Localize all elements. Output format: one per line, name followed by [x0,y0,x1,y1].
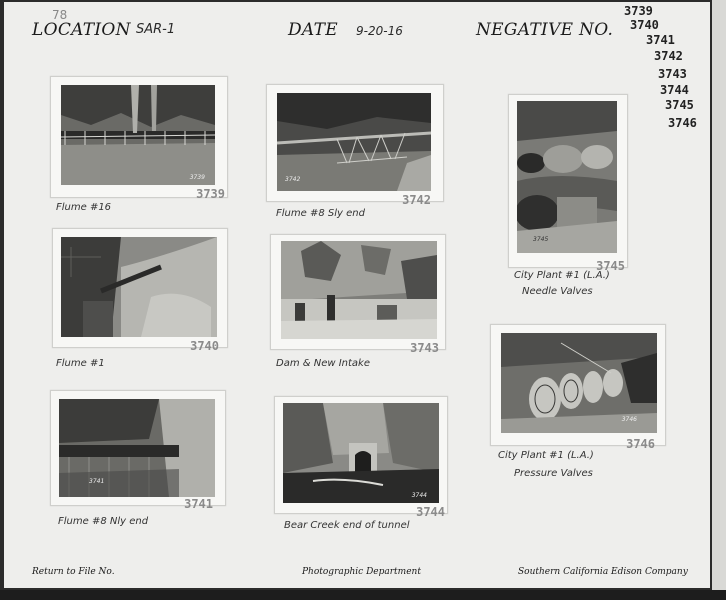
scanner-bottom-edge [0,590,726,600]
photo-mount[interactable] [52,228,228,353]
photo-caption: Flume #1 [56,358,105,369]
photo-caption: Dam & New Intake [276,358,370,369]
photo-mount[interactable] [490,324,666,451]
photo-number: 3741 [89,478,105,485]
photo-flume-1 [61,237,217,337]
photo-caption: Flume #8 Sly end [276,208,365,219]
photo-mount[interactable] [50,390,226,511]
photo-number: 3746 [621,416,637,423]
record-sheet [4,2,710,588]
photo-caption-line-2: Pressure Valves [514,468,593,479]
photo-mount[interactable] [50,76,228,201]
photo-caption: Bear Creek end of tunnel [284,520,410,531]
photo-needle-valves [517,101,617,253]
negative-number: 3743 [658,67,687,81]
negative-stamp: 3741 [184,497,213,511]
negative-number: 3740 [630,18,659,32]
negative-stamp: 3744 [416,505,445,519]
photo-bear-creek-tunnel [283,403,439,503]
pencil-mark: 78 [52,8,68,22]
negative-number: 3742 [654,49,683,63]
negative-number: 3746 [668,116,697,130]
photo-mount[interactable] [270,234,446,355]
photo-flume-8-nly-end [59,399,215,497]
date-value: 9-20-16 [356,24,403,38]
negative-stamp: 3740 [190,339,219,353]
photo-caption: Flume #16 [56,202,112,213]
date-label: DATE [288,20,338,40]
photo-pressure-valves [501,333,657,433]
location-value: SAR-1 [136,22,176,37]
photo-mount[interactable] [274,396,448,519]
negative-stamp: 3739 [196,187,225,201]
footer-return-to-file: Return to File No. [32,567,115,577]
negative-stamp: 3743 [410,341,439,355]
photo-number: 3739 [189,174,205,181]
photo-caption: Flume #8 Nly end [58,516,149,527]
negative-number: 3745 [665,98,694,112]
location-label: LOCATION [32,20,131,40]
photo-caption: City Plant #1 (L.A.) [498,450,594,461]
photo-dam-new-intake [281,241,437,339]
photo-mount[interactable] [508,94,628,273]
photo-number: 3745 [533,236,549,243]
negative-stamp: 3746 [626,437,655,451]
photo-mount[interactable] [266,84,444,207]
photo-number: 3744 [411,492,427,499]
photo-caption: City Plant #1 (L.A.) [514,270,610,281]
footer-company: Southern California Edison Company [518,567,688,577]
footer-department: Photographic Department [302,567,421,577]
scanner-edge [712,0,726,600]
photo-flume-8-sly-end [277,93,431,191]
photo-flume-16 [61,85,215,185]
negative-number: 3741 [646,33,675,47]
negative-label: NEGATIVE NO. [476,20,614,40]
photo-caption-line-2: Needle Valves [522,286,593,297]
photo-number: 3742 [285,176,301,183]
negative-stamp: 3745 [596,259,625,273]
negative-number: 3744 [660,83,689,97]
negative-stamp: 3742 [402,193,431,207]
negative-number: 3739 [624,4,653,18]
